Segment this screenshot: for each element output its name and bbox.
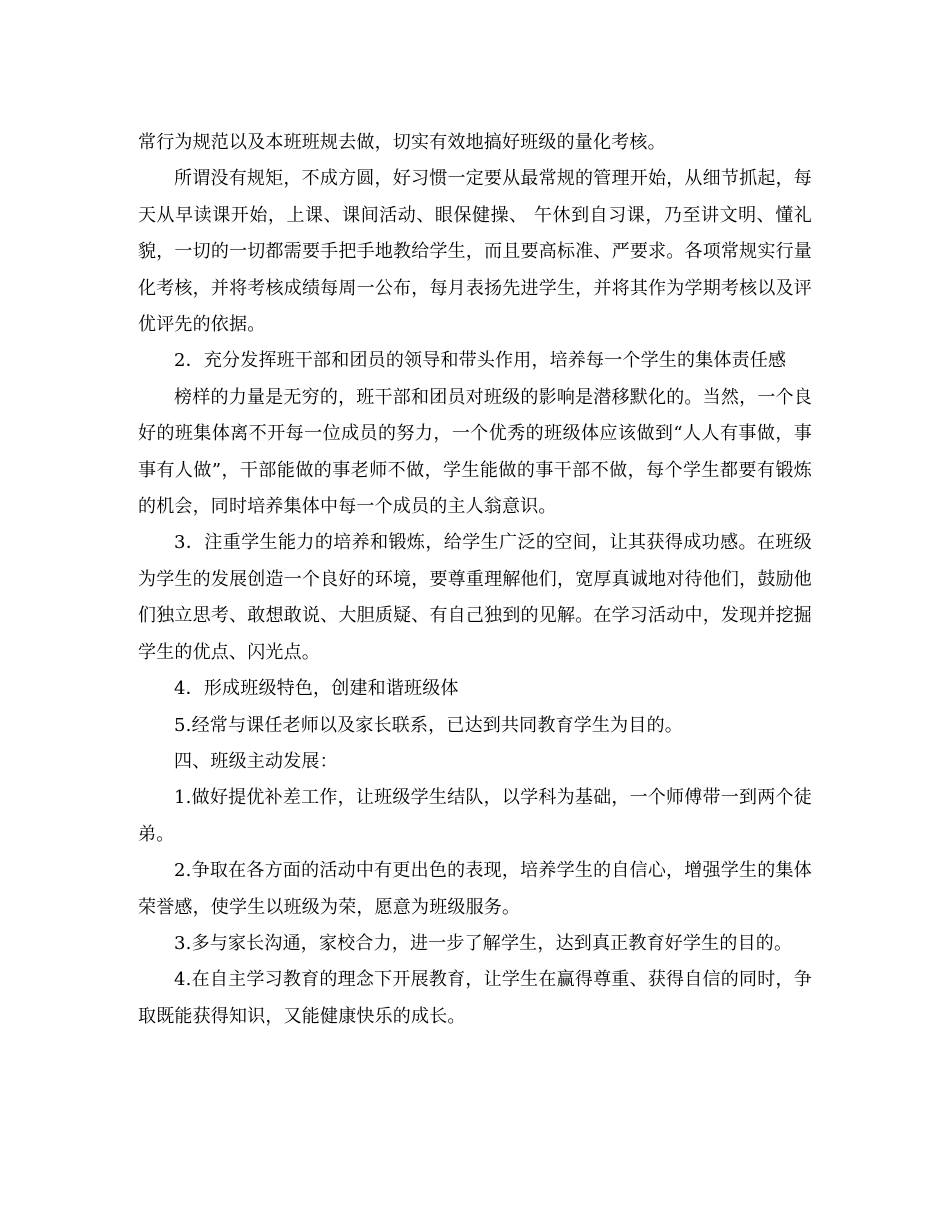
list-item-4: 4.在自主学习教育的理念下开展教育，让学生在赢得尊重、获得自信的同时，争取既能获得知识，又能健康快乐的成长。 (138, 969, 812, 1027)
paragraph-rules: 所谓没有规矩，不成方圆，好习惯一定要从最常规的管理开始，从细节抓起，每天从早读课开始，上课、课间活动、眼保健操、 午休到自习课，乃至讲文明、懂礼貌，一切的一切都需要手把手地教给学生，而且要高标准、严要求。各项常规实行量化考核，并将考核成绩每周一公布，每月表扬先进学生，并将其作为学期考核以及评优评先的依据。 (138, 168, 812, 336)
paragraph-item-5: 5.经常与课任老师以及家长联系，已达到共同教育学生为目的。 (174, 714, 683, 736)
list-item-1: 1.做好提优补差工作，让班级学生结队，以学科为基础，一个师傅带一到两个徒弟。 (138, 787, 812, 845)
document-body (138, 125, 812, 1035)
list-item-2: 2.争取在各方面的活动中有更出色的表现，培养学生的自信心，增强学生的集体荣誉感，使学生以班级为荣，愿意为班级服务。 (138, 860, 812, 918)
paragraph-role-models: 榜样的力量是无穷的，班干部和团员对班级的影响是潜移默化的。当然，一个良好的班集体离不开每一位成员的努力，一个优秀的班级体应该做到“人人有事做，事事有人做”，干部能做的事老师不做，学生能做的事干部不做，每个学生都要有锻炼的机会，同时培养集体中每一个成员的主人翁意识。 (138, 386, 812, 518)
paragraph-continuation: 常行为规范以及本班班规去做，切实有效地搞好班级的量化考核。 (138, 132, 666, 153)
paragraph-heading-2: 2．充分发挥班干部和团员的领导和带头作用，培养每一个学生的集体责任感 (174, 350, 787, 372)
paragraph-heading-3: 3．注重学生能力的培养和锻炼，给学生广泛的空间，让其获得成功感。在班级为学生的发展创造一个良好的环境，要尊重理解他们，宽厚真诚地对待他们，鼓励他们独立思考、敢想敢说、大胆质疑、有自己独到的见解。在学习活动中，发现并挖掘学生的优点、闪光点。 (138, 532, 812, 663)
paragraph-heading-4: 4．形成班级特色，创建和谐班级体 (174, 678, 459, 700)
list-item-3: 3.多与家长沟通，家校合力，进一步了解学生，达到真正教育好学生的目的。 (174, 932, 793, 954)
section-heading-4: 四、班级主动发展： (174, 750, 338, 772)
